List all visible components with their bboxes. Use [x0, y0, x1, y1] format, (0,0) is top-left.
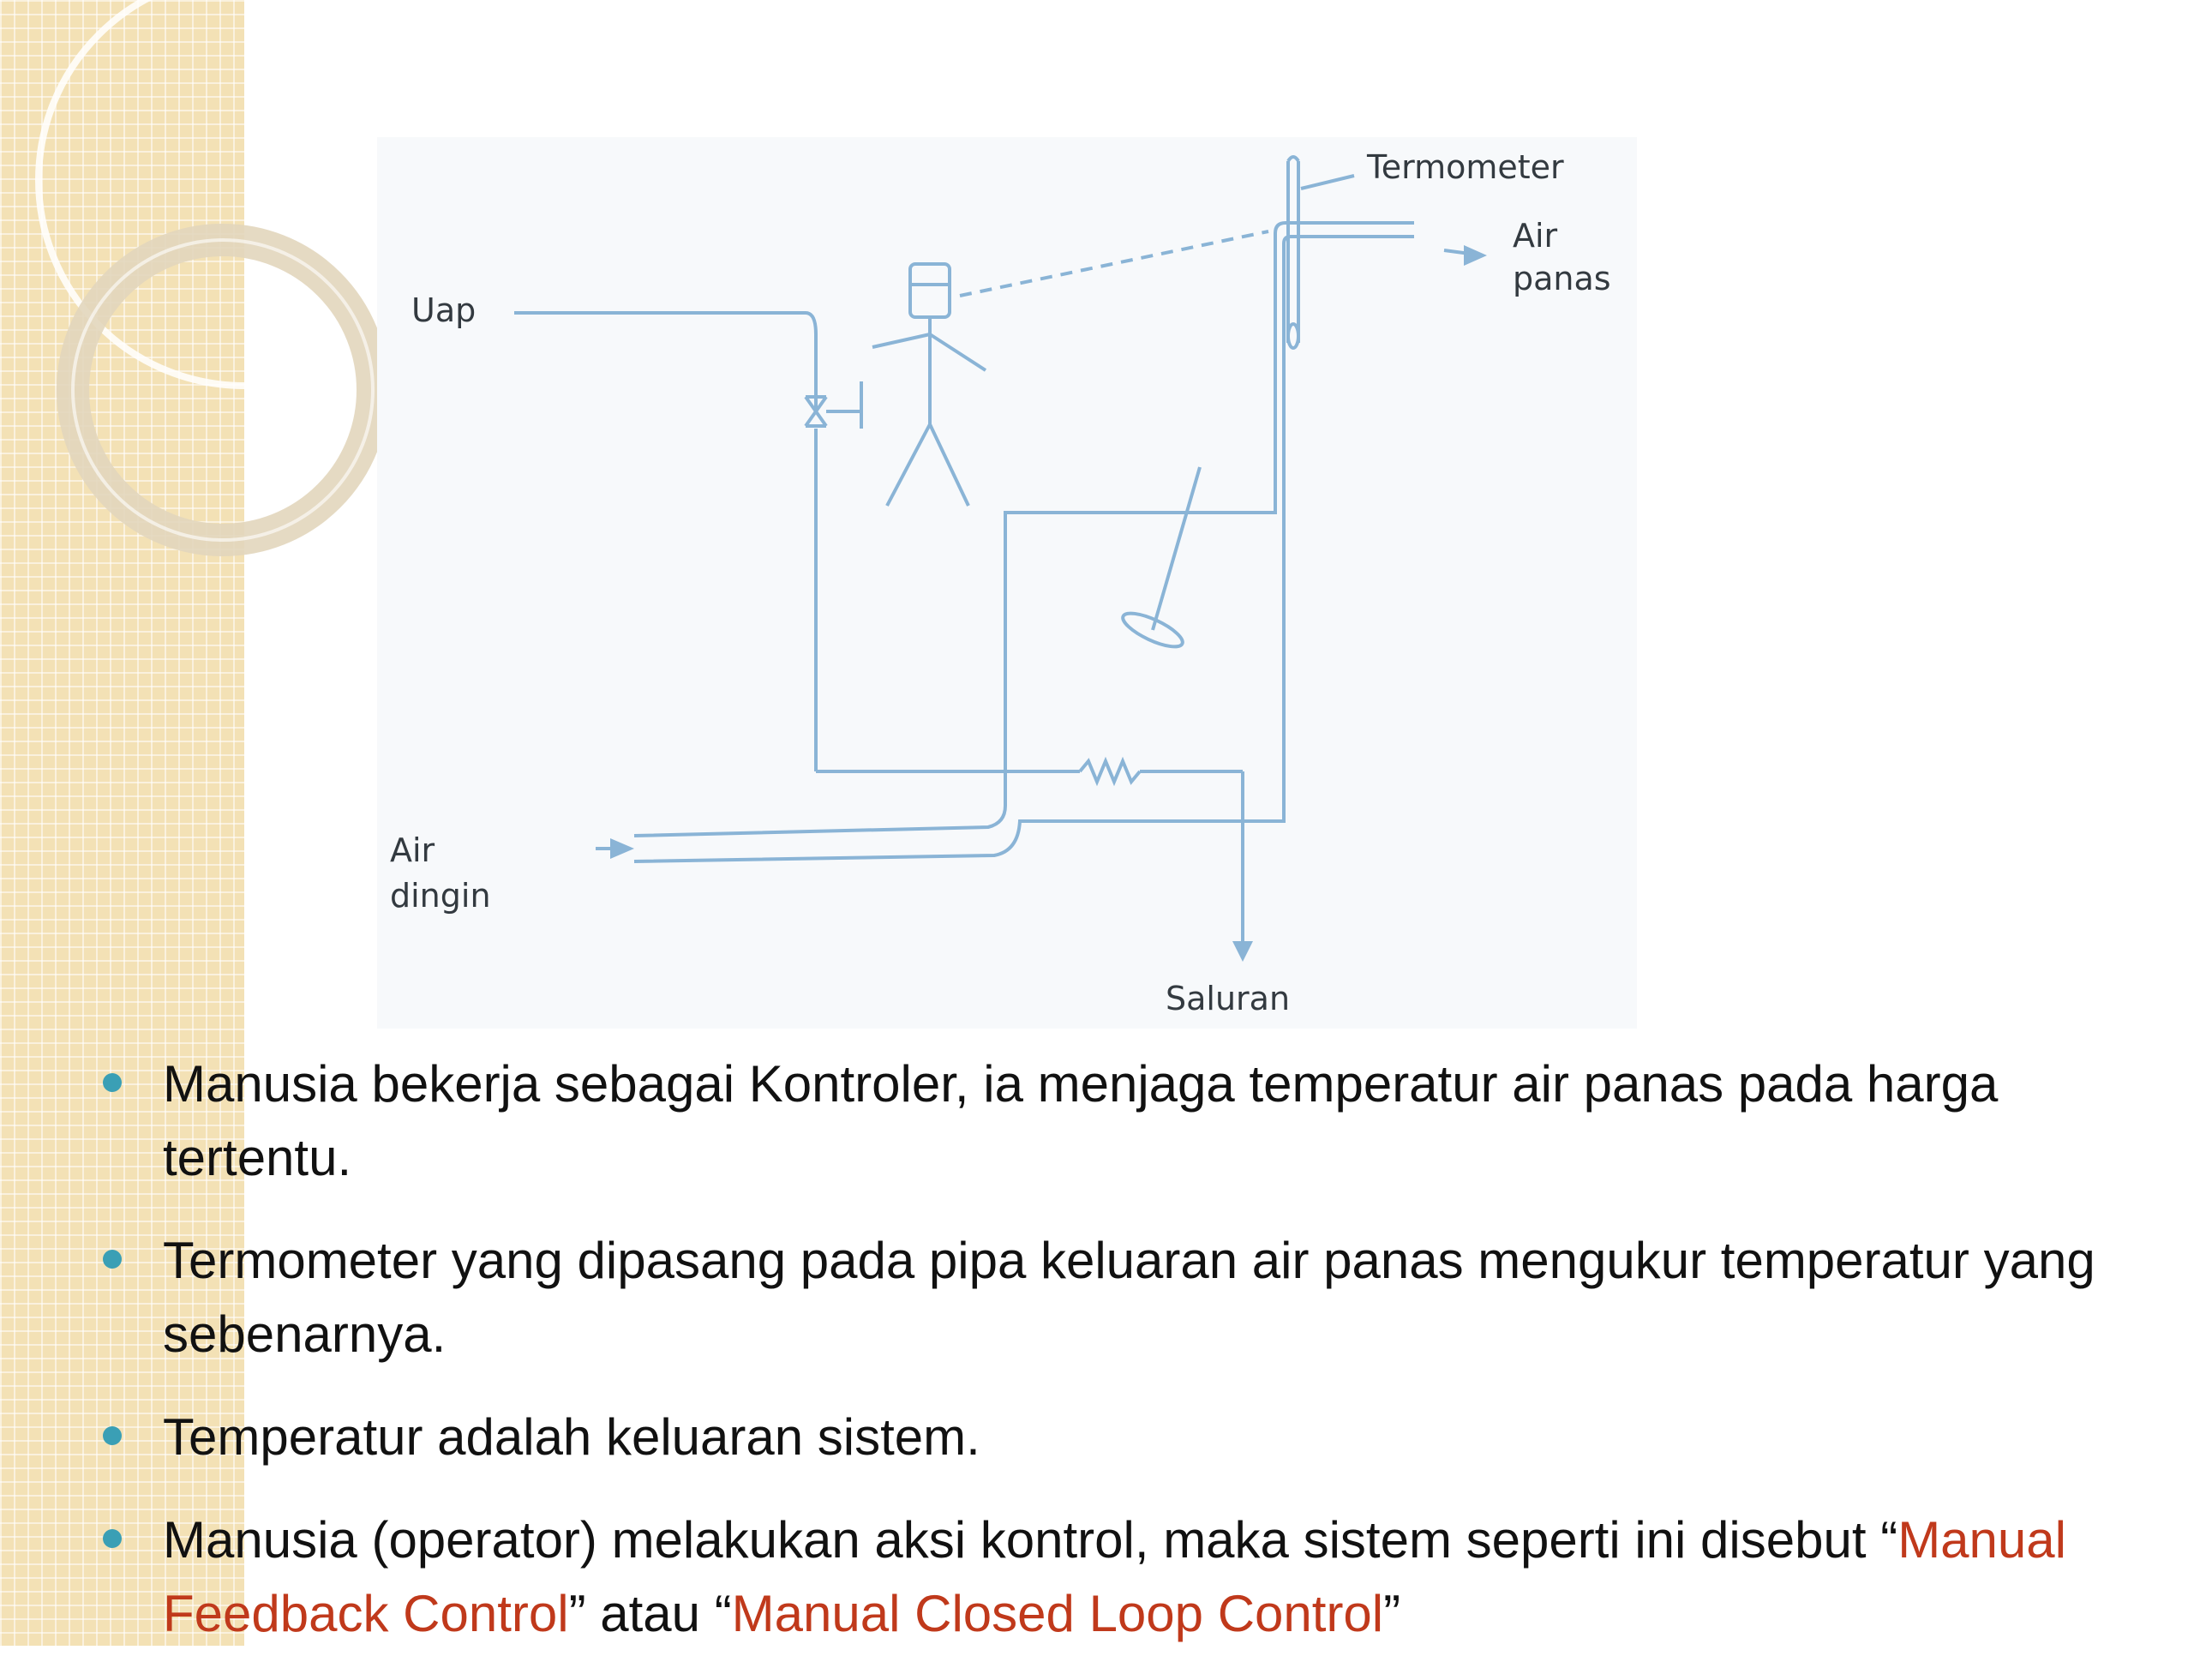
- process-diagram: [377, 137, 1637, 1029]
- bullet-item: [163, 1224, 2151, 1371]
- hot-water-arrow-head: [1464, 245, 1487, 266]
- bullet-list: [163, 1047, 2151, 1680]
- label-uap: Uap: [411, 291, 477, 329]
- decorative-rings: [0, 0, 244, 600]
- label-saluran: Saluran: [1166, 980, 1291, 1017]
- drain-arrow-head: [1232, 941, 1253, 962]
- operator-figure: [872, 231, 1268, 506]
- bullet-icon: [103, 1426, 122, 1445]
- thermometer-icon: [1288, 157, 1354, 348]
- stirrer-icon: [1118, 467, 1200, 653]
- label-air-panas-line1: Air: [1513, 217, 1558, 255]
- label-air-dingin-line2: dingin: [390, 877, 491, 915]
- bullet-item: [163, 1401, 2151, 1474]
- bullet-item: [163, 1047, 2151, 1195]
- label-air-panas-line2: panas: [1513, 260, 1611, 297]
- hot-water-pipe: [1275, 223, 1483, 326]
- bullet-text-after: ”: [1383, 1585, 1401, 1642]
- bullet-icon: [103, 1073, 122, 1092]
- bullet-text: Manusia bekerja sebagai Kontroler, ia menjaga temperatur air panas pada harga tertentu.: [163, 1055, 1999, 1186]
- label-termometer: Termometer: [1367, 148, 1564, 186]
- bullet-text: Temperatur adalah keluaran sistem.: [163, 1408, 980, 1466]
- bullet-item: [163, 1503, 2151, 1651]
- diagram-drawing: [377, 137, 1637, 1029]
- highlight-manual-feedback-control: Manual Feedback Control: [163, 1511, 2066, 1642]
- bullet-text-before: Manusia (operator) melakukan aksi kontrol, maka sistem seperti ini disebut “: [163, 1511, 1898, 1569]
- cold-water-arrow-head: [610, 838, 634, 859]
- highlight-manual-closed-loop-control: Manual Closed Loop Control: [731, 1585, 1384, 1642]
- bullet-icon: [103, 1529, 122, 1548]
- label-air-dingin-line1: Air: [390, 831, 435, 869]
- bullet-text: Termometer yang dipasang pada pipa keluaran air panas mengukur temperatur yang sebenarnya.: [163, 1232, 2095, 1363]
- bullet-icon: [103, 1250, 122, 1269]
- bullet-text-middle: ” atau “: [568, 1585, 732, 1642]
- tank-outline: [634, 326, 1284, 861]
